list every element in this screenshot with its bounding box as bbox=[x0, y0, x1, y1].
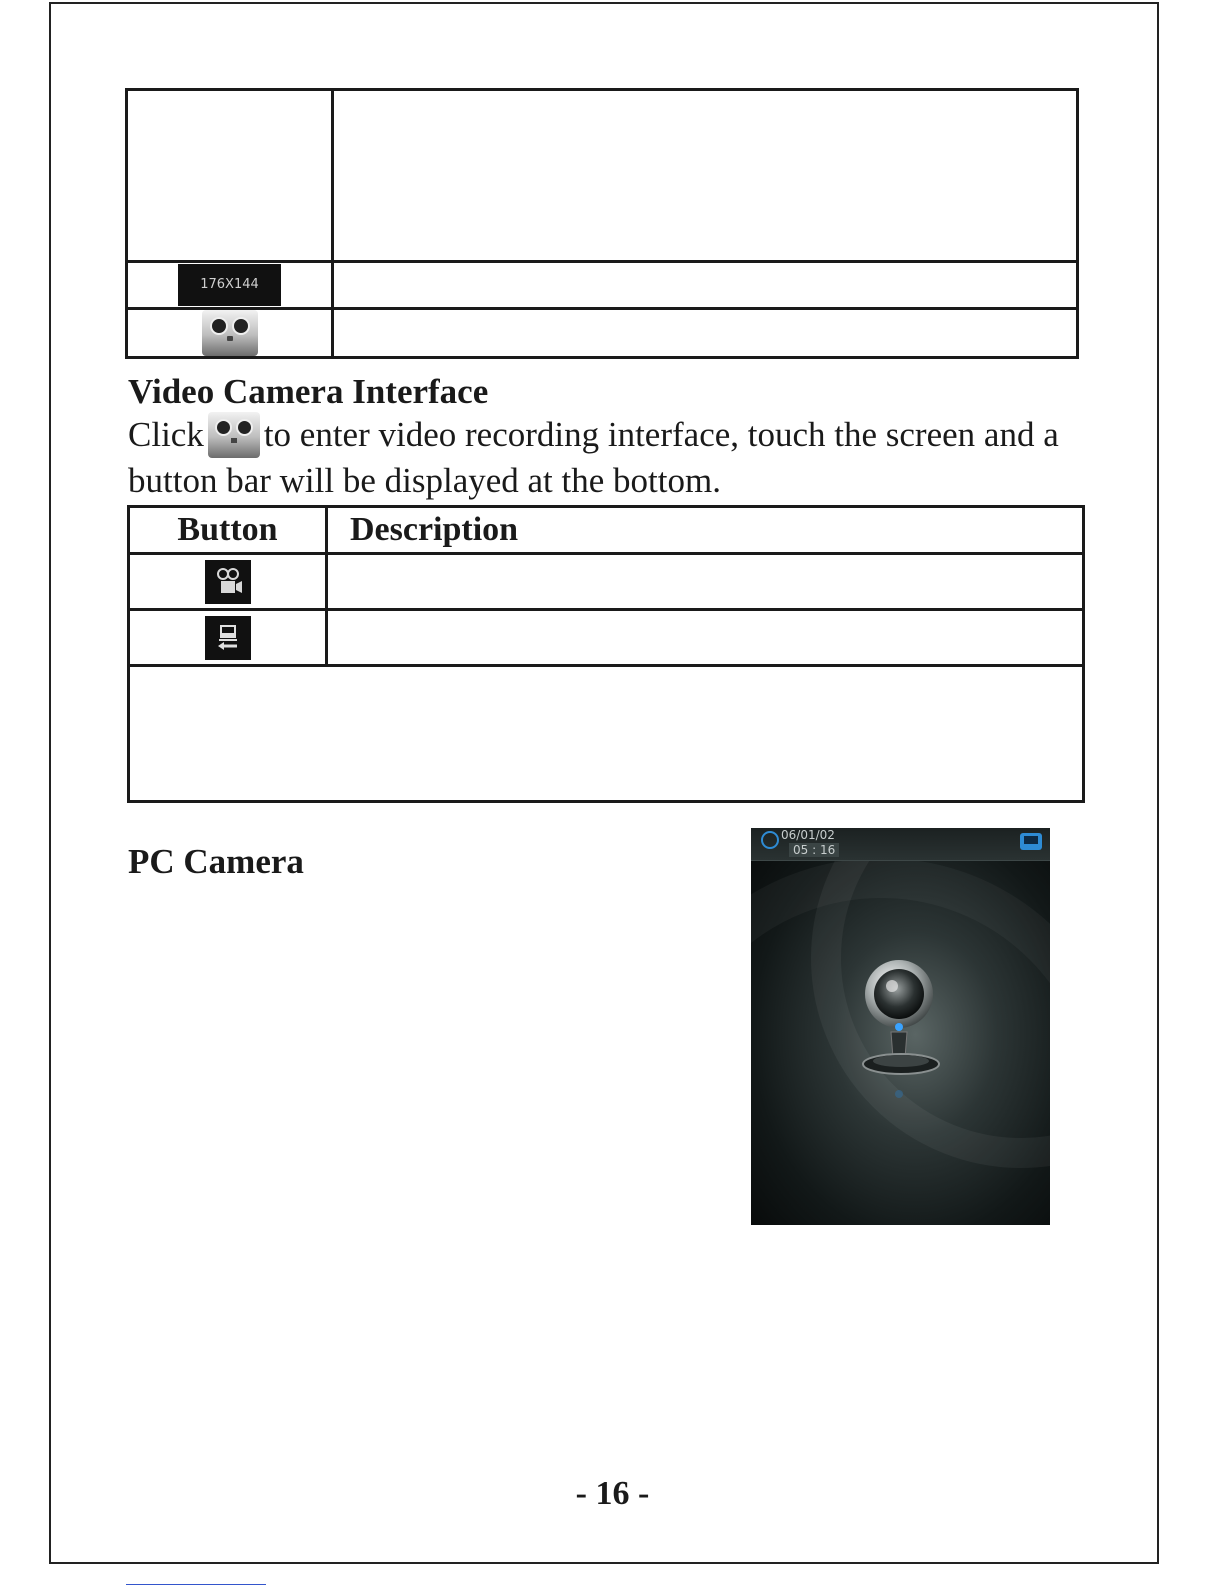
return-button-icon[interactable] bbox=[205, 616, 251, 660]
description-cell bbox=[327, 554, 1084, 610]
section-heading-pc-camera: PC Camera bbox=[128, 842, 304, 881]
icon-cell bbox=[129, 610, 327, 666]
button-table bbox=[127, 505, 1085, 803]
icon-cell bbox=[127, 262, 333, 309]
video-camera-icon bbox=[208, 412, 260, 458]
video-camera-icon[interactable] bbox=[202, 310, 258, 356]
video-instructions bbox=[128, 412, 1098, 503]
status-bar bbox=[751, 828, 1050, 861]
header-button: Button bbox=[129, 507, 327, 554]
record-button-icon[interactable] bbox=[205, 560, 251, 604]
table-row bbox=[127, 262, 1078, 309]
description-cell bbox=[333, 262, 1078, 309]
table-row bbox=[127, 90, 1078, 262]
header-description: Description bbox=[327, 507, 1084, 554]
pc-camera-screenshot bbox=[751, 828, 1050, 1225]
status-date: 06/01/02 bbox=[781, 828, 835, 842]
pc-connection-icon[interactable] bbox=[1020, 833, 1042, 850]
page-number: - 16 - bbox=[575, 1475, 650, 1512]
icon-cell bbox=[129, 554, 327, 610]
clock-icon bbox=[761, 831, 779, 849]
table-header-row bbox=[129, 507, 1084, 554]
note-cell bbox=[129, 666, 1084, 802]
resolution-badge[interactable]: 176X144 bbox=[178, 264, 281, 306]
text-after-icon: to enter video recording interface, touch the screen and a button bar will be displayed at the bottom. bbox=[128, 415, 1059, 500]
description-cell bbox=[333, 90, 1078, 262]
table-row bbox=[127, 309, 1078, 358]
note-row bbox=[129, 666, 1084, 802]
text-before-icon: Click bbox=[128, 415, 204, 454]
settings-table bbox=[125, 88, 1079, 359]
description-cell bbox=[327, 610, 1084, 666]
section-heading-video: Video Camera Interface bbox=[128, 372, 489, 411]
table-row bbox=[129, 554, 1084, 610]
table-row bbox=[129, 610, 1084, 666]
icon-cell bbox=[127, 90, 333, 262]
status-time: 05 : 16 bbox=[789, 843, 839, 857]
icon-cell bbox=[127, 309, 333, 358]
webcam-icon bbox=[851, 948, 951, 1108]
description-cell bbox=[333, 309, 1078, 358]
